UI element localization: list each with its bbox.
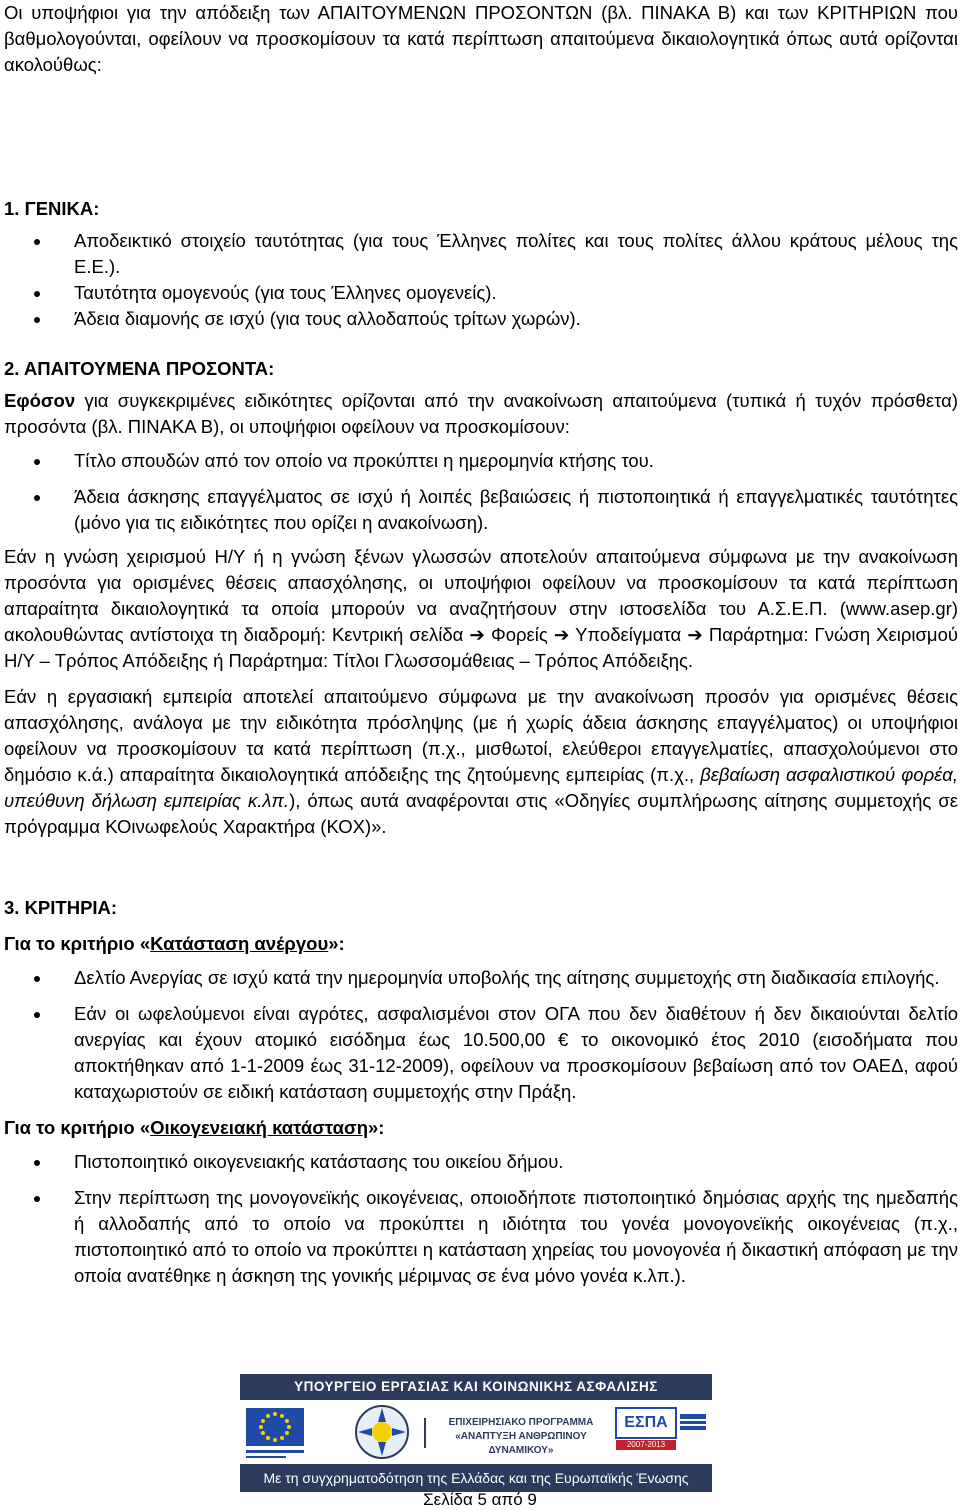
list-item: Στην περίπτωση της μονογονεϊκής οικογένειας, οποιοδήποτε πιστοποιητικό δημόσιας αρχής της ημεδαπής ή αλλοδαπής από το οποίο να προκύπτει η ιδιότητα του γονέα μονογονεϊκής οικογένειας (π.χ., πιστοποιητικό από το οποίο να προκύπτει η κατάσταση χηρείας του μονογονέα ή δικαστική απόφαση με την οποία ανατέθηκε η άσκηση της γονικής μέριμνας σε ένα μόνο γονέα κ.λπ.). xyxy=(4,1185,958,1289)
list-item: Εάν οι ωφελούμενοι είναι αγρότες, ασφαλισμένοι στον ΟΓΑ που δεν διαθέτουν ή δεν δικαιούνται δελτίο ανεργίας και έχουν ατομικό εισόδημα έως 10.500,00 € το οικονομικό έτος 2010 (εισοδήματα που αποκτήθηκαν από 1-1-2009 έως 31-12-2009), οφείλουν να προσκομίσουν βεβαίωση από τον ΟΑΕΔ, αφού καταχωριστούν σε ειδική κατάσταση συμμετοχής στην Πράξη. xyxy=(4,1001,958,1105)
bullet-icon xyxy=(34,239,40,245)
list-item: Άδεια άσκησης επαγγέλματος σε ισχύ ή λοιπές βεβαιώσεις ή πιστοποιητικά ή επαγγελματικές ταυτότητες (μόνο για τις ειδικότητες που ορίζει η ανακοίνωση). xyxy=(4,484,958,536)
qualifications-lead: Εφόσον για συγκεκριμένες ειδικότητες ορίζονται από την ανακοίνωση απαιτούμενα (τυπικά ή τυχόν πρόσθετα) προσόντα (βλ. ΠΙΝΑΚΑ Β), οι υποψήφιοι οφείλουν να προσκομίσουν: xyxy=(4,390,958,437)
section-heading: 3. ΚΡΙΤΗΡΙΑ: xyxy=(4,897,118,918)
unemployment-list xyxy=(4,965,958,1105)
bullet-icon xyxy=(34,495,40,501)
espa-years: 2007-2013 xyxy=(626,1440,666,1449)
family-list xyxy=(4,1149,958,1289)
section-heading: 2. ΑΠΑΙΤΟΥΜΕΝΑ ΠΡΟΣΟΝΤΑ: xyxy=(4,358,275,379)
program-title: ΕΠΙΧΕΙΡΗΣΙΑΚΟ ΠΡΟΓΡΑΜΜΑ «ΑΝΑΠΤΥΞΗ ΑΝΘΡΩΠΙΝΟΥ ΔΥΝΑΜΙΚΟΥ» xyxy=(448,1417,594,1456)
logos-strip xyxy=(240,1400,712,1464)
bullet-icon xyxy=(34,1012,40,1018)
list-item: Αποδεικτικό στοιχείο ταυτότητας (για τους Έλληνες πολίτες και τους πολίτες άλλου κράτους μέλους της Ε.Ε.). xyxy=(4,228,958,280)
list-item: Δελτίο Ανεργίας σε ισχύ κατά την ημερομηνία υποβολής της αίτησης συμμετοχής στη διαδικασία επιλογής. xyxy=(4,965,958,991)
list-item: Άδεια διαμονής σε ισχύ (για τους αλλοδαπούς τρίτων χωρών). xyxy=(4,306,958,332)
page-number: Σελίδα 5 από 9 xyxy=(423,1490,537,1509)
experience-paragraph: Εάν η εργασιακή εμπειρία αποτελεί απαιτούμενο σύμφωνα με την ανακοίνωση προσόν για ορισμένες θέσεις απασχόλησης, ανάλογα με την ειδικότητα πρόσληψης (με ή χωρίς άδεια άσκησης επαγγέλματος) οι υποψήφιοι οφείλουν να προσκομίσουν τα κατά περίπτωση (π.χ., μισθωτοί, ελεύθεροι επαγγελματίες, απασχολούμενοι στο δημόσιο κ.ά.) απαραίτητα δικαιολογητικά απόδειξης της ζητούμενης εμπειρίας (π.χ., βεβαίωση ασφαλιστικού φορέα, υπεύθυνη δήλωση εμπειρίας κ.λπ.), όπως αυτά αναφέρονται στις «Οδηγίες συμπλήρωσης αίτησης συμμετοχής σε πρόγραμμα ΚΟινωφελούς Χαρακτήρα (ΚΟΧ)». xyxy=(4,686,958,837)
funding-banner xyxy=(240,1374,712,1492)
espa-label: ΕΣΠΑ xyxy=(624,1414,668,1431)
cofunding-text: Με τη συγχρηματοδότηση της Ελλάδας και της Ευρωπαϊκής Ένωσης xyxy=(240,1464,712,1492)
section-general xyxy=(4,196,958,332)
section-criteria xyxy=(4,895,958,1289)
ministry-title: ΥΠΟΥΡΓΕΙΟ ΕΡΓΑΣΙΑΣ ΚΑΙ ΚΟΙΝΩΝΙΚΗΣ ΑΣΦΑΛΙΣΗΣ xyxy=(240,1374,712,1400)
asep-link[interactable]: www.asep.gr xyxy=(845,598,952,619)
bullet-icon xyxy=(34,317,40,323)
criterion-unemployment-heading: Για το κριτήριο «Κατάσταση ανέργου»: xyxy=(4,933,345,954)
list-item: Ταυτότητα ομογενούς (για τους Έλληνες ομογενείς). xyxy=(4,280,958,306)
bullet-icon xyxy=(34,459,40,465)
section-qualifications xyxy=(4,356,958,840)
bullet-icon xyxy=(34,1196,40,1202)
intro-paragraph: Οι υποψήφιοι για την απόδειξη των ΑΠΑΙΤΟΥΜΕΝΩΝ ΠΡΟΣΟΝΤΩΝ (βλ. ΠΙΝΑΚΑ Β) και των ΚΡΙΤΗΡΙΩΝ που βαθμολογούνται, οφείλουν να προσκομίσουν τα κατά περίπτωση απαιτούμενα δικαιολογητικά όπως αυτά ορίζονται ακολούθως: xyxy=(4,2,958,75)
list-item: Τίτλο σπουδών από τον οποίο να προκύπτει η ημερομηνία κτήσης του. xyxy=(4,448,958,474)
bullet-icon xyxy=(34,291,40,297)
list-item: Πιστοποιητικό οικογενειακής κατάστασης του οικείου δήμου. xyxy=(4,1149,958,1175)
general-list xyxy=(4,228,958,332)
criterion-family-heading: Για το κριτήριο «Οικογενειακή κατάσταση»: xyxy=(4,1117,385,1138)
program-title-icon xyxy=(424,1418,426,1448)
bullet-icon xyxy=(34,976,40,982)
program-emblem-icon xyxy=(356,1406,408,1458)
qualifications-list xyxy=(4,448,958,536)
section-heading: 1. ΓΕΝΙΚΑ: xyxy=(4,198,100,219)
eu-flag-icon xyxy=(246,1408,304,1458)
bullet-icon xyxy=(34,1160,40,1166)
it-languages-paragraph: Εάν η γνώση χειρισμού Η/Υ ή η γνώση ξένων γλωσσών αποτελούν απαιτούμενα σύμφωνα με την ανακοίνωση προσόντα για ορισμένες θέσεις απασχόλησης, οι υποψήφιοι οφείλουν να προσκομίσουν τα κατά περίπτωση απαραίτητα δικαιολογητικά τα οποία μπορούν να αναζητήσουν στην ιστοσελίδα του Α.Σ.Ε.Π. (www.asep.gr) ακολουθώντας αντίστοιχα τη διαδρομή: Κεντρική σελίδα ➔ Φορείς ➔ Υποδείγματα ➔ Παράρτημα: Γνώση Χειρισμού Η/Υ – Τρόπος Απόδειξης ή Παράρτημα: Τίτλοι Γλωσσομάθειας – Τρόπος Απόδειξης. xyxy=(4,546,958,671)
